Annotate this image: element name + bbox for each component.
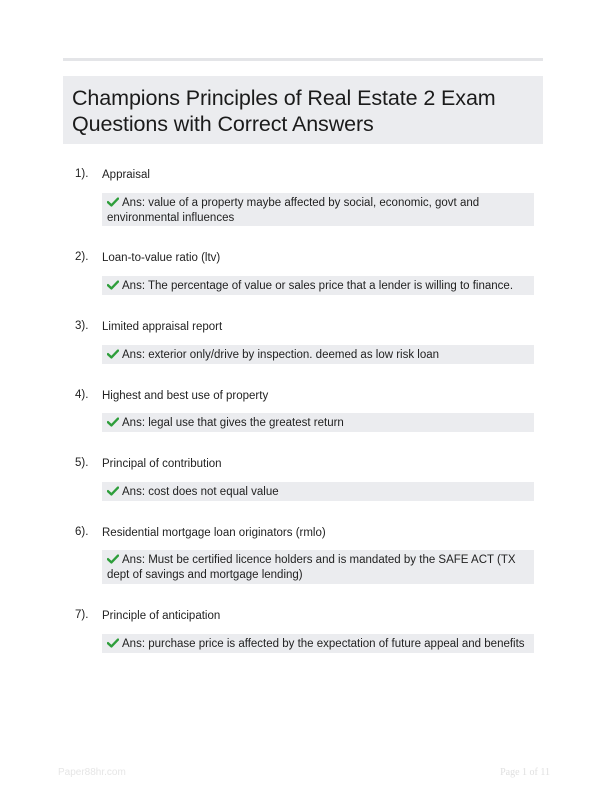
answer-box (102, 276, 534, 295)
question-text: Principal of contribution (102, 458, 222, 470)
question-number: 3). (75, 320, 89, 332)
question-number: 2). (75, 251, 89, 263)
page-title: Champions Principles of Real Estate 2 Exam Questions with Correct Answers (72, 86, 496, 136)
answer-box (102, 413, 534, 432)
answer-box (102, 634, 534, 653)
answer-box (102, 193, 534, 226)
question-text: Highest and best use of property (102, 390, 269, 402)
answer-box (102, 550, 534, 584)
top-divider (63, 58, 543, 61)
question-number: 5). (75, 457, 89, 469)
check-icon (107, 417, 119, 427)
answer-text: Ans: exterior only/drive by inspection. deemed as low risk loan (122, 349, 440, 361)
question-text: Residential mortgage loan originators (rmlo) (102, 527, 326, 539)
question-text: Loan-to-value ratio (ltv) (102, 252, 221, 264)
question-number: 6). (75, 526, 89, 538)
title-banner (63, 76, 543, 144)
question-text: Appraisal (102, 169, 150, 181)
answer-text: Ans: The percentage of value or sales price that a lender is willing to finance. (122, 280, 514, 292)
answer-box (102, 482, 534, 501)
answer-text: Ans: cost does not equal value (122, 486, 279, 498)
check-icon (107, 486, 119, 496)
footer-watermark: Paper88hr.com (58, 767, 126, 778)
answer-text: Ans: legal use that gives the greatest return (122, 417, 344, 429)
answer-text: Ans: value of a property maybe affected by social, economic, govt and environmental influences (107, 197, 480, 224)
question-number: 1). (75, 168, 89, 180)
check-icon (107, 197, 119, 207)
check-icon (107, 280, 119, 290)
answer-text: Ans: Must be certified licence holders and is mandated by the SAFE ACT (TX dept of savings and mortgage lending) (107, 554, 516, 581)
page-number: Page 1 of 11 (500, 767, 550, 778)
question-text: Limited appraisal report (102, 321, 223, 333)
question-text: Principle of anticipation (102, 610, 221, 622)
check-icon (107, 638, 119, 648)
answer-box (102, 345, 534, 364)
check-icon (107, 349, 119, 359)
answer-text: Ans: purchase price is affected by the expectation of future appeal and benefits (122, 638, 525, 650)
check-icon (107, 554, 119, 564)
question-number: 7). (75, 609, 89, 621)
question-number: 4). (75, 389, 89, 401)
